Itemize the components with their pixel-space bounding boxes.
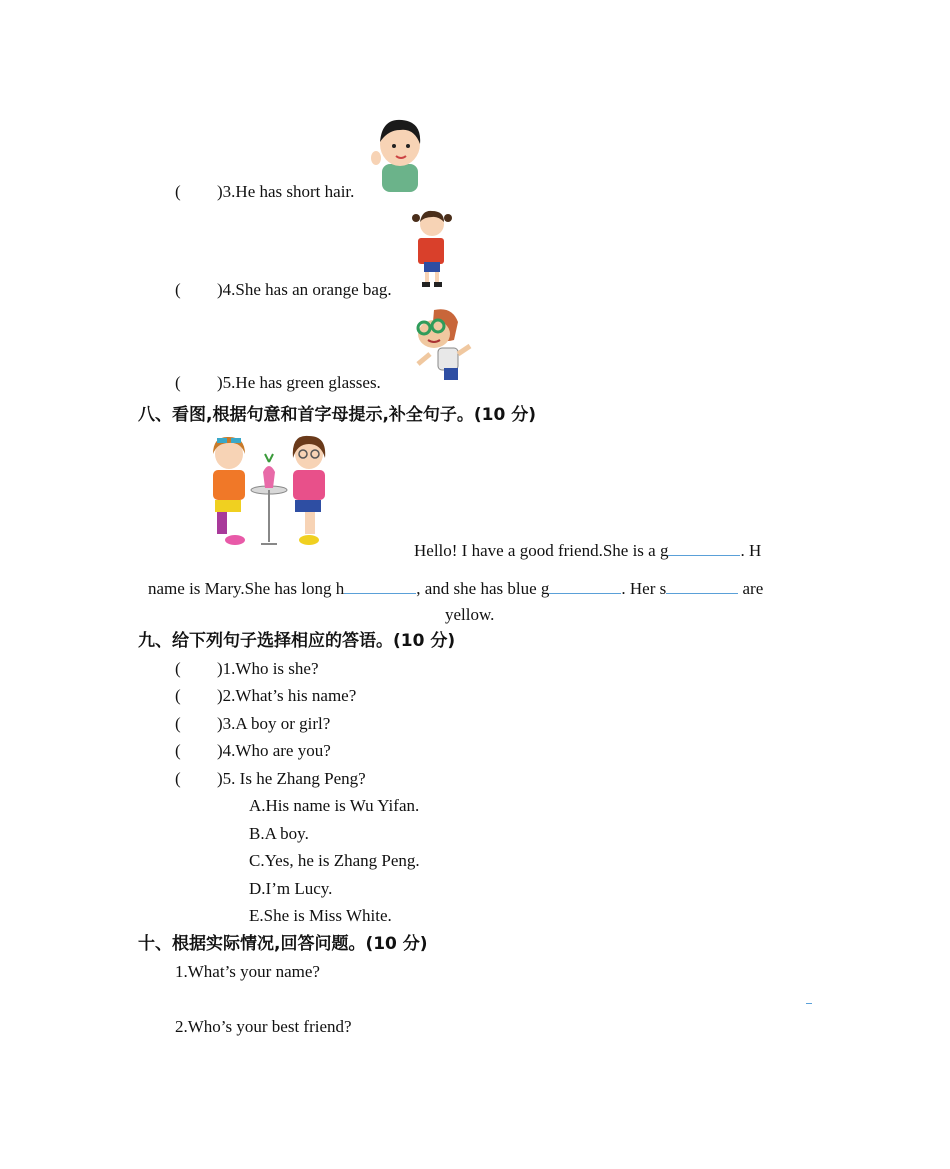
question-text: )1.Who is she? bbox=[217, 659, 319, 678]
passage-line-1 bbox=[414, 539, 761, 562]
answer-paren[interactable]: ( bbox=[175, 373, 181, 392]
answer-paren[interactable]: ( bbox=[175, 686, 181, 705]
question-text: )3.A boy or girl? bbox=[217, 714, 331, 733]
section-9-heading: 九、给下列句子选择相应的答语。(10 分) bbox=[138, 631, 456, 651]
answer-paren[interactable]: ( bbox=[175, 659, 181, 678]
question-4 bbox=[175, 279, 392, 301]
passage-text: Hello! I have a good friend.She is a g bbox=[414, 541, 669, 560]
answer-paren[interactable]: ( bbox=[175, 741, 181, 760]
question-text: )4.Who are you? bbox=[217, 741, 331, 760]
passage-text: name is Mary.She has long h bbox=[148, 579, 345, 598]
two-girls-picture bbox=[205, 432, 333, 552]
question-text: )4.She has an orange bag. bbox=[217, 280, 392, 299]
option-e: E.She is Miss White. bbox=[249, 906, 392, 925]
blank-friend[interactable] bbox=[668, 539, 740, 556]
option-b: B.A boy. bbox=[249, 824, 309, 843]
question-5 bbox=[175, 372, 381, 394]
blank-hair[interactable] bbox=[344, 577, 416, 594]
passage-text: are bbox=[738, 579, 764, 598]
passage-text: , and she has blue g bbox=[416, 579, 550, 598]
match-question-5 bbox=[175, 768, 366, 790]
blank-shoes[interactable] bbox=[666, 577, 738, 594]
passage-text: . H bbox=[740, 541, 762, 560]
section-8-heading: 八、看图,根据句意和首字母提示,补全句子。(10 分) bbox=[138, 405, 537, 425]
answer-paren[interactable]: ( bbox=[175, 280, 181, 299]
question-text: )5. Is he Zhang Peng? bbox=[217, 769, 366, 788]
section-10-heading: 十、根据实际情况,回答问题。(10 分) bbox=[138, 934, 428, 954]
match-question-3 bbox=[175, 713, 330, 735]
match-question-2 bbox=[175, 685, 356, 707]
answer-paren[interactable]: ( bbox=[175, 769, 181, 788]
passage-text: . Her s bbox=[621, 579, 667, 598]
open-question-1: 1.What’s your name? bbox=[175, 962, 320, 981]
open-question-2: 2.Who’s your best friend? bbox=[175, 1017, 352, 1036]
match-question-1 bbox=[175, 658, 319, 680]
answer-line-mark[interactable] bbox=[806, 1003, 812, 1004]
girl-orange-bag-picture bbox=[408, 208, 456, 290]
blank-glasses[interactable] bbox=[549, 577, 621, 594]
match-question-4 bbox=[175, 740, 331, 762]
option-a: A.His name is Wu Yifan. bbox=[249, 796, 420, 815]
option-c: C.Yes, he is Zhang Peng. bbox=[249, 851, 420, 870]
boy-short-hair-picture bbox=[370, 114, 428, 194]
man-green-glasses-picture bbox=[400, 306, 476, 386]
question-3 bbox=[175, 181, 354, 203]
question-text: )3.He has short hair. bbox=[217, 182, 355, 201]
answer-paren[interactable]: ( bbox=[175, 714, 181, 733]
passage-line-3: yellow. bbox=[445, 605, 495, 624]
question-text: )5.He has green glasses. bbox=[217, 373, 381, 392]
passage-line-2 bbox=[148, 577, 763, 600]
question-text: )2.What’s his name? bbox=[217, 686, 357, 705]
option-d: D.I’m Lucy. bbox=[249, 879, 333, 898]
answer-paren[interactable]: ( bbox=[175, 182, 181, 201]
